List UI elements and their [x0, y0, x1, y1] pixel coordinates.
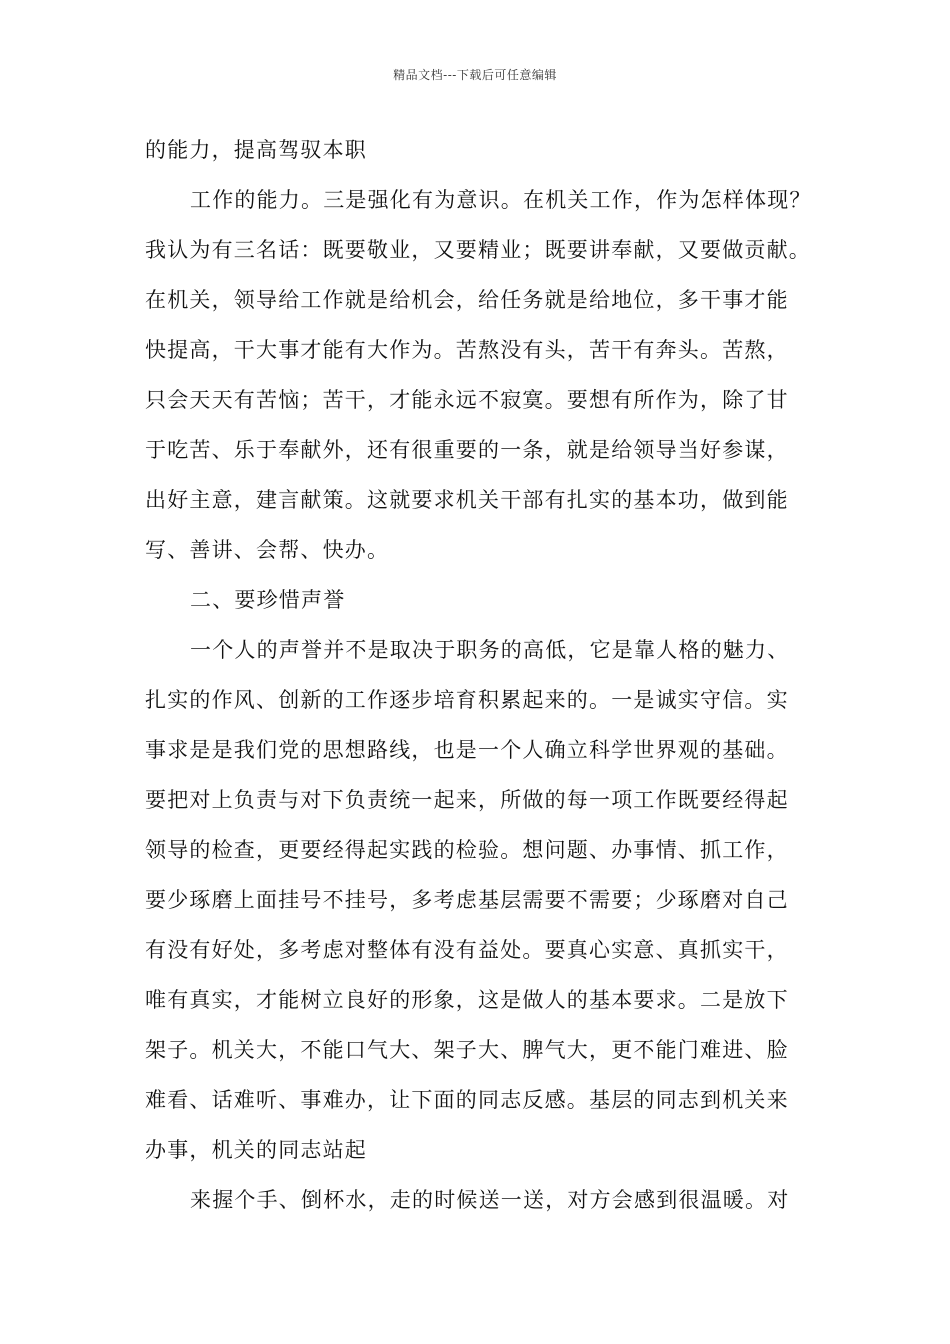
text-line: 出好主意，建言献策。这就要求机关干部有扎实的基本功，做到能 [145, 488, 789, 512]
text-line: 要把对上负责与对下负责统一起来，所做的每一项工作既要经得起 [145, 788, 789, 812]
text-line: 领导的检查，更要经得起实践的检验。想问题、办事情、抓工作， [145, 838, 789, 862]
text-line: 有没有好处，多考虑对整体有没有益处。要真心实意、真抓实干， [145, 938, 789, 962]
text-line: 快提高，干大事才能有大作为。苦熬没有头，苦干有奔头。苦熬， [145, 338, 789, 362]
text-line: 一个人的声誉并不是取决于职务的高低，它是靠人格的魅力、 [190, 638, 790, 662]
text-line: 办事，机关的同志站起 [145, 1138, 367, 1162]
text-line: 要少琢磨上面挂号不挂号，多考虑基层需要不需要；少琢磨对自己 [145, 888, 789, 912]
text-line: 工作的能力。三是强化有为意识。在机关工作，作为怎样体现？ [190, 188, 812, 212]
text-line: 唯有真实，才能树立良好的形象，这是做人的基本要求。二是放下 [145, 988, 789, 1012]
section-heading: 二、要珍惜声誉 [190, 588, 346, 612]
page-header: 精品文档---下载后可任意编辑 [393, 68, 557, 82]
text-line: 扎实的作风、创新的工作逐步培育积累起来的。一是诚实守信。实 [145, 688, 789, 712]
text-line: 写、善讲、会帮、快办。 [145, 538, 390, 562]
text-line: 只会天天有苦恼；苦干，才能永远不寂寞。要想有所作为，除了甘 [145, 388, 789, 412]
text-line: 事求是是我们党的思想路线，也是一个人确立科学世界观的基础。 [145, 738, 789, 762]
text-line: 我认为有三名话：既要敬业，又要精业；既要讲奉献，又要做贡献。 [145, 238, 811, 262]
text-line: 的能力，提高驾驭本职 [145, 138, 367, 162]
text-line: 难看、话难听、事难办，让下面的同志反感。基层的同志到机关来 [145, 1088, 789, 1112]
text-line: 于吃苦、乐于奉献外，还有很重要的一条，就是给领导当好参谋， [145, 438, 789, 462]
text-line: 在机关，领导给工作就是给机会，给任务就是给地位，多干事才能 [145, 288, 789, 312]
text-line: 架子。机关大，不能口气大、架子大、脾气大，更不能门难进、脸 [145, 1038, 789, 1062]
text-line: 来握个手、倒杯水，走的时候送一送，对方会感到很温暖。对 [190, 1188, 790, 1212]
